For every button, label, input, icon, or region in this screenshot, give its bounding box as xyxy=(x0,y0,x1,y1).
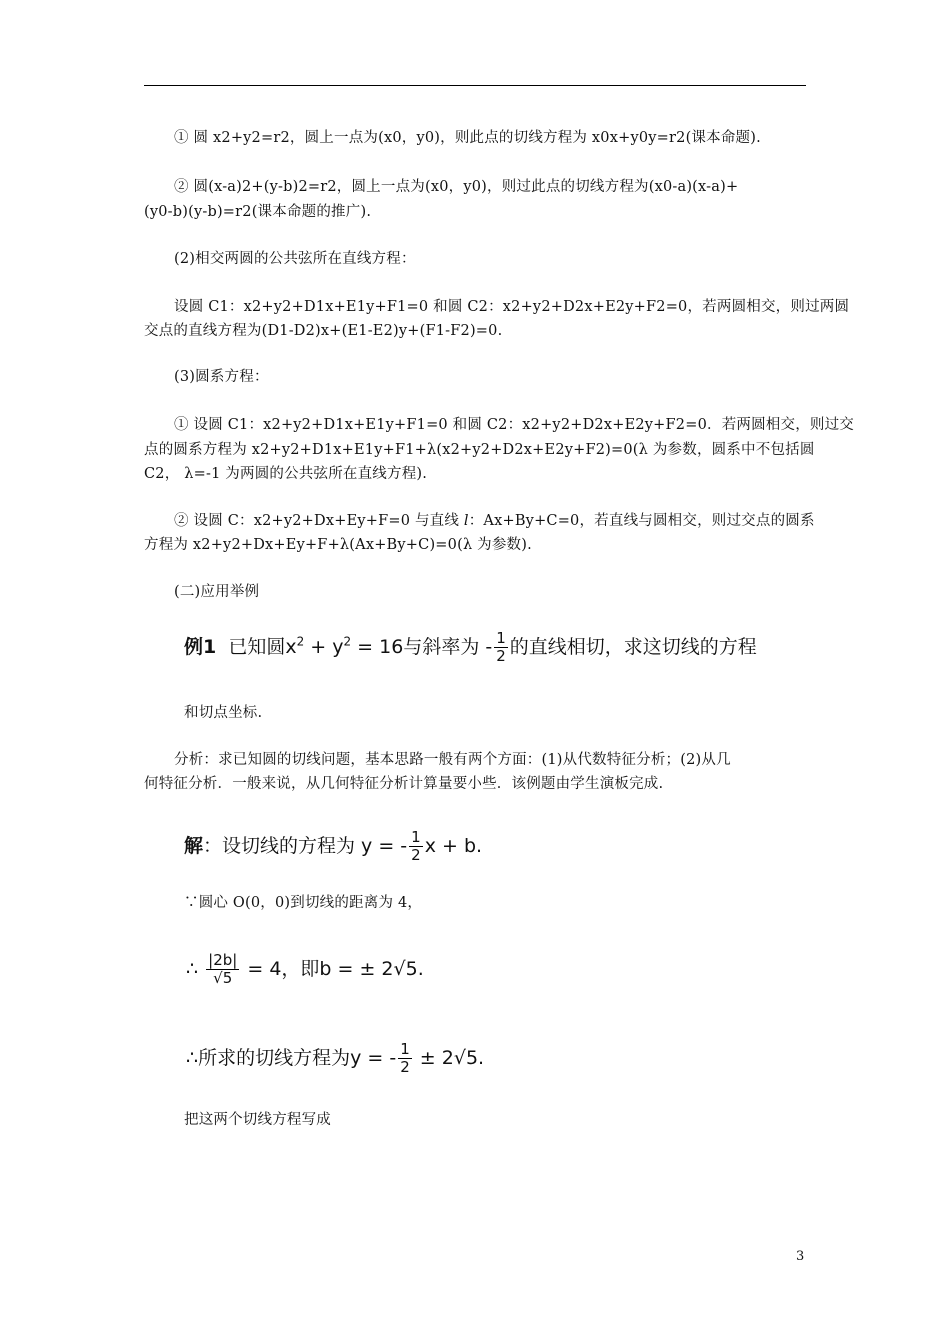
because-line: ∵圆心 O(0，0)到切线的距离为 4， xyxy=(184,895,423,911)
last-line: 把这两个切线方程写成 xyxy=(184,1112,331,1128)
example-text-3: 的直线相切，求这切线的方程 xyxy=(509,636,757,658)
example-eq-y: + y xyxy=(304,636,344,658)
solution-text: ：设切线的方程为 y = - xyxy=(203,835,408,857)
fraction-numerator: |2b| xyxy=(208,951,238,969)
fraction-numerator: 1 xyxy=(496,629,506,647)
line-l-symbol: l xyxy=(463,513,469,529)
fraction-denominator: 2 xyxy=(400,1058,410,1076)
paragraph-2-line-2: (y0-b)(y-b)=r2(课本命题的推广). xyxy=(144,204,372,220)
fraction-one-half-2 xyxy=(409,829,423,864)
example-text-2: 与斜率为 - xyxy=(403,636,493,658)
paragraph-3-line-2: 交点的直线方程为(D1-D2)x+(E1-E2)y+(F1-F2)=0. xyxy=(144,323,503,339)
therefore-2-text: ∴所求的切线方程为y = - xyxy=(186,1047,397,1069)
analysis-line-2: 何特征分析．一般来说，从几何特征分析计算量要小些．该例题由学生演板完成. xyxy=(144,776,664,792)
fraction-numerator: 1 xyxy=(400,1040,410,1058)
therefore-line-1 xyxy=(186,952,424,987)
heading-examples: (二)应用举例 xyxy=(174,584,260,600)
sup-2a: 2 xyxy=(296,634,305,649)
paragraph-5-pre: ② 设圆 C：x2+y2+Dx+Ey+F=0 与直线 xyxy=(174,513,464,529)
paragraph-5-line-1 xyxy=(174,511,854,531)
fraction-denominator: √5 xyxy=(206,969,239,987)
solution-line xyxy=(184,829,482,864)
fraction-abs-2b xyxy=(206,952,239,987)
fraction-denominator: 2 xyxy=(496,647,506,665)
fraction-one-half-3 xyxy=(398,1041,412,1076)
therefore-symbol: ∴ xyxy=(186,958,199,980)
sup-2b: 2 xyxy=(343,634,352,649)
paragraph-1: ① 圆 x2+y2=r2，圆上一点为(x0，y0)，则此点的切线方程为 x0x+y0y=r2(课本命题). xyxy=(174,130,761,146)
fraction-one-half xyxy=(494,630,508,665)
example-text-1: 已知圆 xyxy=(228,636,286,658)
heading-circle-system: (3)圆系方程： xyxy=(174,369,269,385)
example-continuation: 和切点坐标. xyxy=(184,705,263,721)
header-rule xyxy=(144,85,806,86)
example-eq-x: x xyxy=(285,636,297,658)
paragraph-4-line-1: ① 设圆 C1：x2+y2+D1x+E1y+F1=0 和圆 C2：x2+y2+D2x+E2y+F2=0．若两圆相交，则过交 xyxy=(174,417,854,433)
paragraph-2-line-1: ② 圆(x-a)2+(y-b)2=r2，圆上一点为(x0，y0)，则过此点的切线方程为(x0-a)(x-a)+ xyxy=(174,179,739,195)
example-label: 例1 xyxy=(184,636,217,658)
therefore-1-tail: = 4，即b = ± 2√5. xyxy=(241,958,424,980)
fraction-denominator: 2 xyxy=(411,846,421,864)
example-eq-16: = 16 xyxy=(351,636,404,658)
heading-common-chord: (2)相交两圆的公共弦所在直线方程： xyxy=(174,251,416,267)
therefore-2-tail: ± 2√5. xyxy=(413,1047,485,1069)
paragraph-4-line-3: C2， λ=-1 为两圆的公共弦所在直线方程). xyxy=(144,466,428,482)
paragraph-5-post: ：Ax+By+C=0，若直线与圆相交，则过交点的圆系 xyxy=(468,513,815,529)
example-1-statement xyxy=(184,630,757,665)
solution-tail: x + b. xyxy=(424,835,483,857)
paragraph-3-line-1: 设圆 C1：x2+y2+D1x+E1y+F1=0 和圆 C2：x2+y2+D2x+E2y+F2=0，若两圆相交，则过两圆 xyxy=(174,299,850,315)
solution-label: 解 xyxy=(184,835,204,857)
fraction-numerator: 1 xyxy=(411,828,421,846)
paragraph-4-line-2: 点的圆系方程为 x2+y2+D1x+E1y+F1+λ(x2+y2+D2x+E2y+F2)=0(λ 为参数，圆系中不包括圆 xyxy=(144,442,815,458)
paragraph-5-line-2: 方程为 x2+y2+Dx+Ey+F+λ(Ax+By+C)=0(λ 为参数). xyxy=(144,537,532,553)
therefore-line-2 xyxy=(186,1041,484,1076)
page-number: 3 xyxy=(796,1249,805,1264)
analysis-line-1: 分析：求已知圆的切线问题，基本思路一般有两个方面：(1)从代数特征分析；(2)从几 xyxy=(174,752,731,768)
